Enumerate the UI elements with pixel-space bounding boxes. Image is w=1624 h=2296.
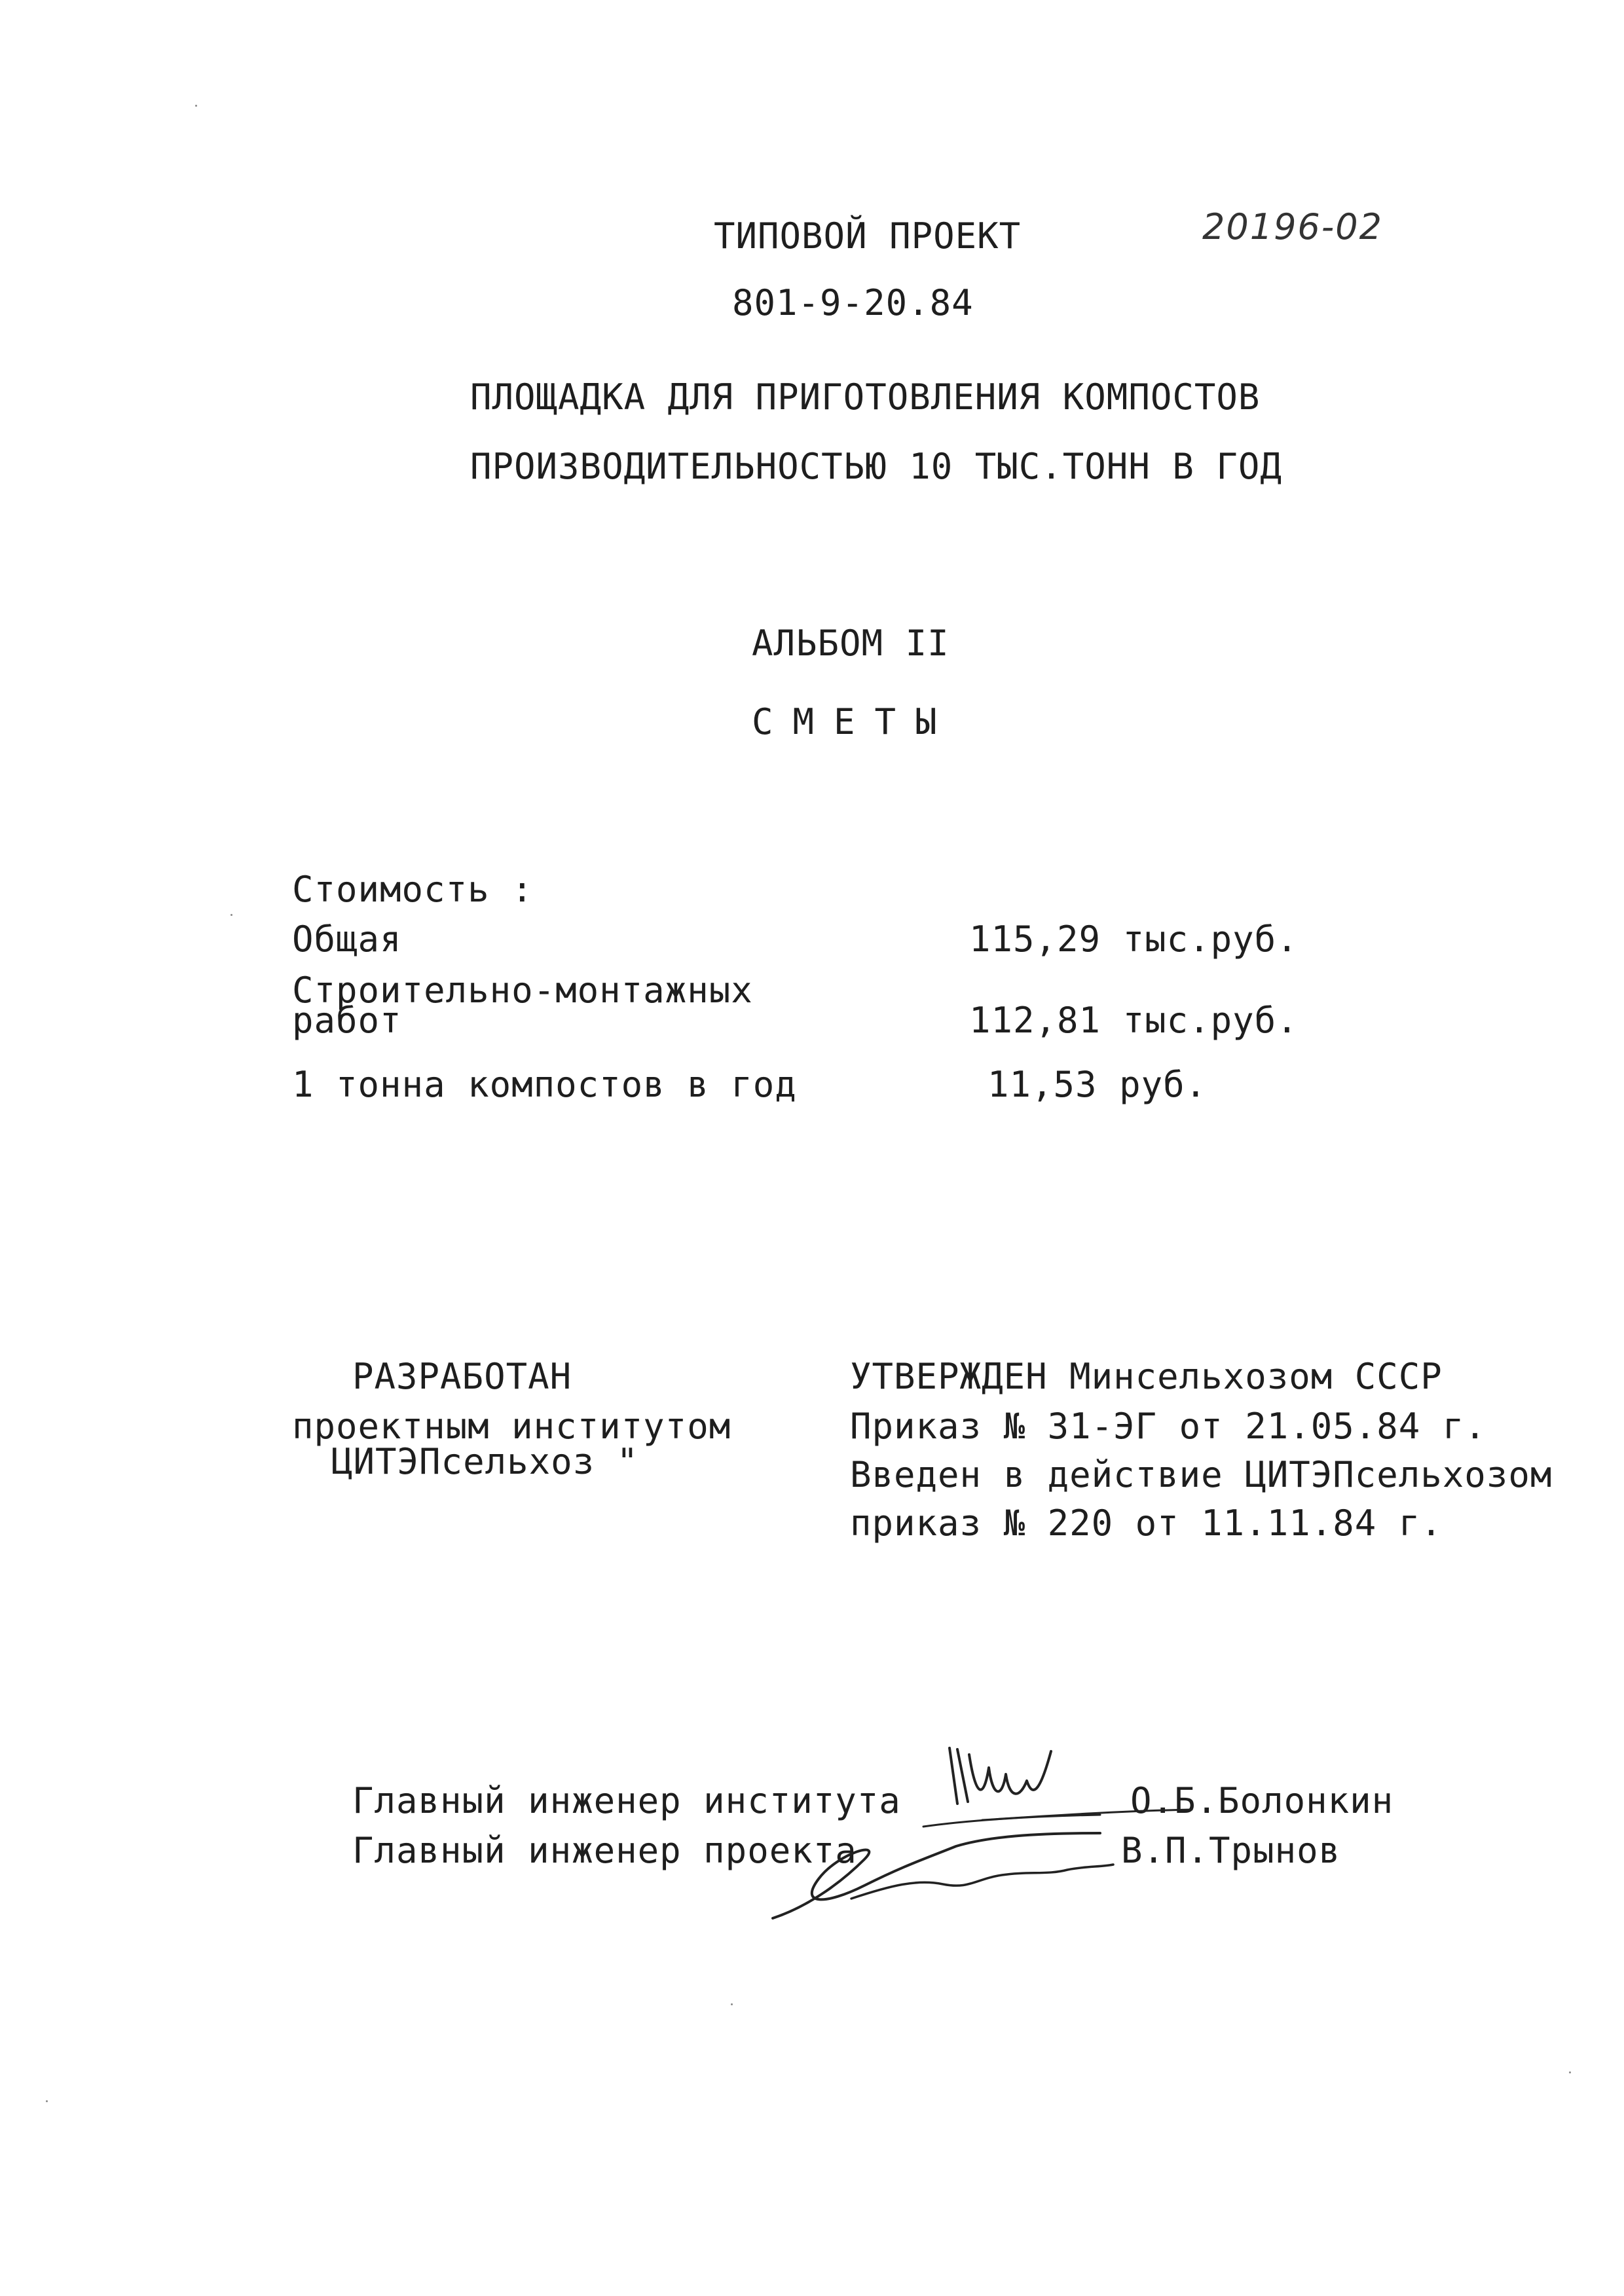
album-title: АЛЬБОМ II [752,623,950,664]
cost-value-per-ton: 11,53 руб. [987,1064,1208,1105]
cost-label-total: Общая [292,919,402,960]
album-subtitle: СМЕТЫ [752,701,957,742]
cost-value-construction: 112,81 тыс.руб. [969,1000,1299,1041]
project-name-line-1: ПЛОЩАДКА ДЛЯ ПРИГОТОВЛЕНИЯ КОМПОСТОВ [470,376,1261,418]
approved-line-3: Введен в действие ЦИТЭПсельхозом [850,1454,1553,1495]
developed-line-2: ЦИТЭПсельхоз " [331,1441,639,1482]
signature-role-2: Главный инженер проекта [352,1830,857,1871]
project-code: 801-9-20.84 [732,282,974,323]
cost-value-total: 115,29 тыс.руб. [969,919,1299,960]
approved-line-1: УТВЕРЖДЕН Минсельхозом СССР [850,1356,1443,1397]
document-number: 20196-02 [1202,206,1383,247]
scan-speck [46,2100,48,2102]
handwritten-signature-2 [760,1807,1126,1931]
scan-speck [1569,2071,1571,2073]
cost-label-per-ton: 1 тонна компостов в год [292,1064,797,1105]
scan-speck [231,914,232,916]
cost-heading: Стоимость : [292,869,534,910]
project-name-line-2: ПРОИЗВОДИТЕЛЬНОСТЬЮ 10 ТЫС.ТОНН В ГОД [470,446,1282,487]
approved-line-2: Приказ № 31-ЭГ от 21.05.84 г. [850,1406,1486,1447]
signature-name-2: В.П.Трынов [1121,1830,1341,1871]
developed-line-1: проектным институтом [292,1406,731,1447]
cost-label-construction-line-1: Строительно-монтажных [292,970,753,1011]
document-title: ТИПОВОЙ ПРОЕКТ [714,215,1022,257]
scan-speck [195,105,197,107]
developed-title: РАЗРАБОТАН [352,1356,572,1397]
approved-line-4: приказ № 220 от 11.11.84 г. [850,1503,1443,1544]
signature-role-1: Главный инженер института [352,1780,901,1821]
scan-speck [731,2003,733,2005]
cost-label-construction-line-2: работ [292,1000,402,1041]
signature-name-1: О.Б.Болонкин [1130,1780,1394,1821]
